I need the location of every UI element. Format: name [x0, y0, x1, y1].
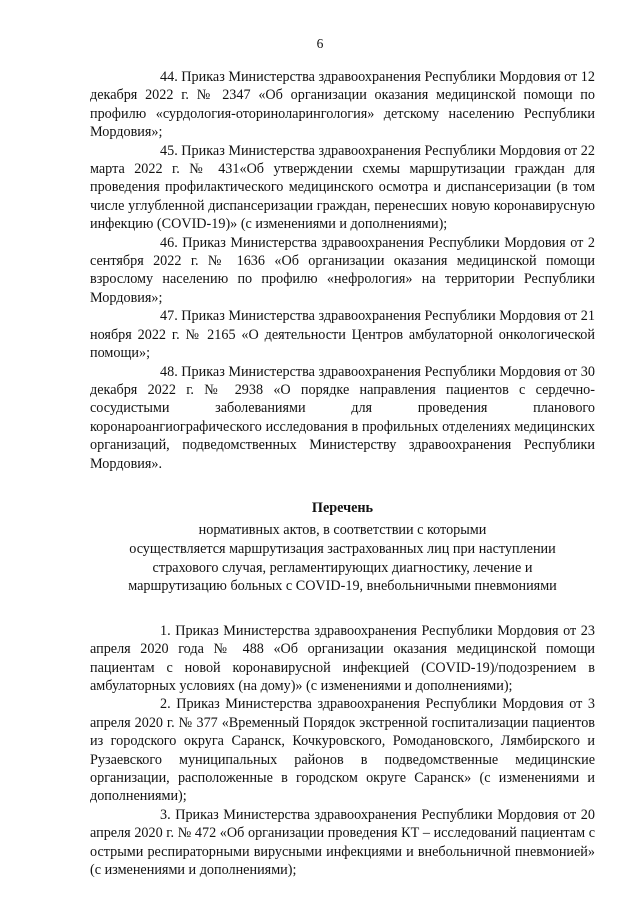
list-item	[90, 622, 595, 696]
item-number: 44.	[160, 69, 178, 85]
item-number: 3.	[160, 806, 171, 823]
item-text: Приказ Министерства здравоохранения Республики Мордовия от 23 апреля 2020 года № 488 «Об организации оказания медицинской помощи пациентам с новой коронавирусной инфекцией (COVID-19)/подозрением в амбулаторных условиях (на дому)» (с изменениями и дополнениями);	[90, 622, 595, 694]
subtitle-line: страхового случая, регламентирующих диагностику, лечение и	[152, 559, 533, 576]
item-text: Приказ Министерства здравоохранения Республики Мордовия от 30 декабря 2022 г. № 2938 «О порядке направления пациентов с сердечно-сосудистыми заболеваниями для проведения планового коронароангиографического исследования в профильных отделениях медицинских организаций, подведомственных Министерству здравоохранения Республики Мордовия».	[90, 363, 595, 472]
item-text: Приказ Министерства здравоохранения Республики Мордовия от 21 ноября 2022 г. № 2165 «О деятельности Центров амбулаторной онкологической помощи»;	[90, 308, 595, 362]
item-number: 45.	[160, 142, 178, 159]
subtitle-line: нормативных актов, в соответствии с которыми	[198, 522, 487, 539]
list-item	[90, 806, 595, 880]
item-text: Приказ Министерства здравоохранения Республики Мордовия от 12 декабря 2022 г. № 2347 «Об организации оказания медицинской помощи по профилю «сурдология-оториноларингология» детскому населению Республики Мордовия»;	[90, 69, 595, 141]
list-item	[90, 307, 595, 362]
subtitle-line: маршрутизацию больных с COVID-19, внебольничными пневмониями	[128, 578, 557, 595]
item-text: Приказ Министерства здравоохранения Республики Мордовия от 3 апреля 2020 г. № 377 «Временный Порядок экстренной госпитализации пациентов из городского округа Саранск, Кочкуровского, Ромодановского, Лямбирского и Рузаевского муниципальных районов в подведомственные медицинские организации, расположенные в городском округе Саранск» (с изменениями и дополнениями);	[90, 696, 596, 805]
order-list-continued	[90, 68, 595, 473]
list-item	[90, 234, 595, 308]
item-number: 46.	[160, 234, 178, 251]
list-item	[90, 695, 595, 805]
item-text: Приказ Министерства здравоохранения Республики Мордовия от 2 сентября 2022 г. № 1636 «Об организации оказания медицинской помощи взрослому населению по профилю «нефрология» на территории Республики Мордовия»;	[90, 234, 595, 306]
item-text: Приказ Министерства здравоохранения Республики Мордовия от 20 апреля 2020 г. № 472 «Об организации проведения КТ – исследований пациентам с острыми респираторными вирусными инфекциями и внебольничной пневмонией» (с изменениями и дополнениями);	[90, 806, 595, 878]
item-number: 1.	[160, 622, 171, 639]
page-number: 6	[316, 36, 324, 51]
item-number: 2.	[160, 696, 171, 713]
list-item	[90, 142, 595, 234]
document-body	[90, 68, 595, 879]
list-item	[90, 68, 595, 142]
item-number: 47.	[160, 308, 178, 325]
covid-order-list	[90, 622, 595, 880]
item-text: Приказ Министерства здравоохранения Республики Мордовия от 22 марта 2022 г. № 431«Об утверждении схемы маршрутизации граждан для проведения профилактического медицинского осмотра и диспансеризации (в том числе углубленной диспансеризации граждан, перенесших новую коронавирусную инфекцию (COVID-19)» (с изменениями и дополнениями);	[90, 142, 595, 233]
section-title: Перечень	[311, 499, 374, 516]
list-item	[90, 363, 595, 473]
subtitle-line: осуществляется маршрутизация застрахованных лиц при наступлении	[129, 540, 556, 557]
section-subtitle	[90, 521, 595, 595]
item-number: 48.	[160, 363, 178, 380]
